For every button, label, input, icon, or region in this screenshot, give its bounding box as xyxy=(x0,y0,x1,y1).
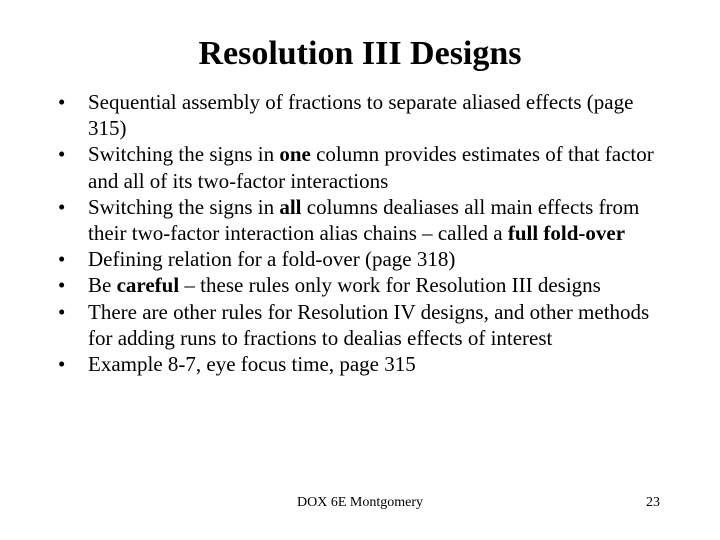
bullet-marker: • xyxy=(58,247,66,272)
bullet-list xyxy=(56,89,676,377)
bullet-item-1 xyxy=(56,89,676,141)
bullet-text: Switching the signs in xyxy=(88,142,280,167)
bullet-text: Defining relation for a fold-over (page 318) xyxy=(88,247,456,272)
bullet-emphasis: all xyxy=(279,194,302,219)
bullet-marker: • xyxy=(58,273,66,298)
bullet-text: Switching the signs in xyxy=(88,194,280,219)
bullet-marker: • xyxy=(58,352,66,377)
bullet-marker: • xyxy=(58,299,66,324)
bullet-marker: • xyxy=(58,142,66,167)
bullet-emphasis: full fold-over xyxy=(507,221,626,246)
page-number: 23 xyxy=(646,495,660,510)
bullet-emphasis: careful xyxy=(116,273,180,298)
bullet-text: Sequential assembly of fractions to separate aliased effects (page 315) xyxy=(88,90,634,141)
bullet-item-5 xyxy=(56,272,676,298)
bullet-item-2 xyxy=(56,141,676,193)
bullet-text: There are other rules for Resolution IV designs, and other methods for adding runs to fractions to dealias effects of interest xyxy=(88,299,650,350)
bullet-text: Be xyxy=(88,273,117,298)
slide-title: Resolution III Designs xyxy=(198,35,522,72)
bullet-marker: • xyxy=(58,194,66,219)
bullet-marker: • xyxy=(58,90,66,114)
bullet-text: Example 8-7, eye focus time, page 315 xyxy=(88,352,416,377)
bullet-emphasis: one xyxy=(279,142,311,167)
bullet-item-7 xyxy=(56,351,676,377)
bullet-item-6 xyxy=(56,299,676,351)
footer-text: DOX 6E Montgomery xyxy=(297,495,423,510)
bullet-text: column provides estimates of that factor and all of its two-factor interactions xyxy=(88,142,654,193)
bullet-text: – these rules only work for Resolution III designs xyxy=(179,273,601,298)
bullet-item-4 xyxy=(56,246,676,272)
bullet-item-3 xyxy=(56,194,676,246)
bullet-text: columns dealiases all main effects from their two-factor interaction alias chains – called a xyxy=(88,194,640,246)
